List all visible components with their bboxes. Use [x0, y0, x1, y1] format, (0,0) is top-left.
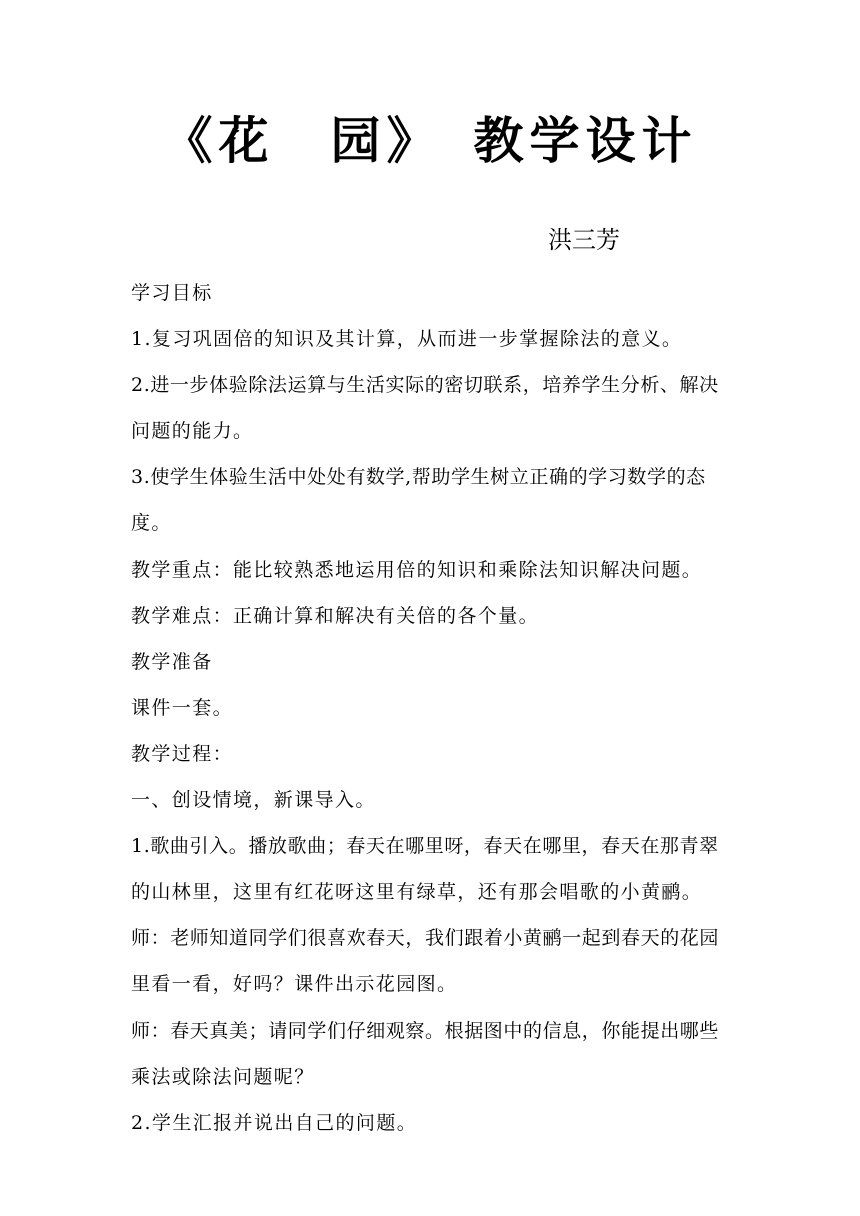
process-paragraph-1-line-2: 的山林里，这里有红花呀这里有绿草，还有那会唱歌的小黄鹂。	[131, 881, 703, 904]
section-heading-preparation: 教学准备	[131, 650, 213, 673]
objective-3-line-1: 3.使学生体验生活中处处有数学,帮助学生树立正确的学习数学的态	[131, 466, 706, 489]
preparation-item: 课件一套。	[131, 696, 234, 719]
process-paragraph-3-line-1: 师：春天真美；请同学们仔细观察。根据图中的信息，你能提出哪些	[131, 1019, 720, 1042]
document-body	[131, 270, 733, 1146]
process-paragraph-4: 2.学生汇报并说出自己的问题。	[131, 1111, 418, 1134]
objective-1: 1.复习巩固倍的知识及其计算，从而进一步掌握除法的意义。	[131, 328, 683, 351]
objective-3-line-2: 度。	[131, 512, 172, 535]
teaching-key-point: 教学重点：能比较熟悉地运用倍的知识和乘除法知识解决问题。	[131, 558, 703, 581]
process-paragraph-1-line-1: 1.歌曲引入。播放歌曲；春天在哪里呀，春天在哪里，春天在那青翠	[131, 835, 719, 858]
objective-2-line-2: 问题的能力。	[131, 420, 254, 443]
process-paragraph-3-line-2: 乘法或除法问题呢？	[131, 1065, 315, 1088]
section-heading-objectives: 学习目标	[131, 282, 213, 304]
document-title: 《花 园》 教学设计	[162, 111, 698, 170]
teaching-difficulty: 教学难点：正确计算和解决有关倍的各个量。	[131, 604, 540, 627]
process-paragraph-2-line-2: 里看一看，好吗？课件出示花园图。	[131, 973, 458, 996]
author-name: 洪三芳	[548, 226, 620, 254]
section-heading-process: 教学过程：	[131, 742, 234, 765]
process-step-1-heading: 一、创设情境，新课导入。	[131, 789, 376, 812]
objective-2-line-1: 2.进一步体验除法运算与生活实际的密切联系，培养学生分析、解决	[131, 374, 719, 397]
process-paragraph-2-line-1: 师：老师知道同学们很喜欢春天，我们跟着小黄鹂一起到春天的花园	[131, 927, 720, 950]
